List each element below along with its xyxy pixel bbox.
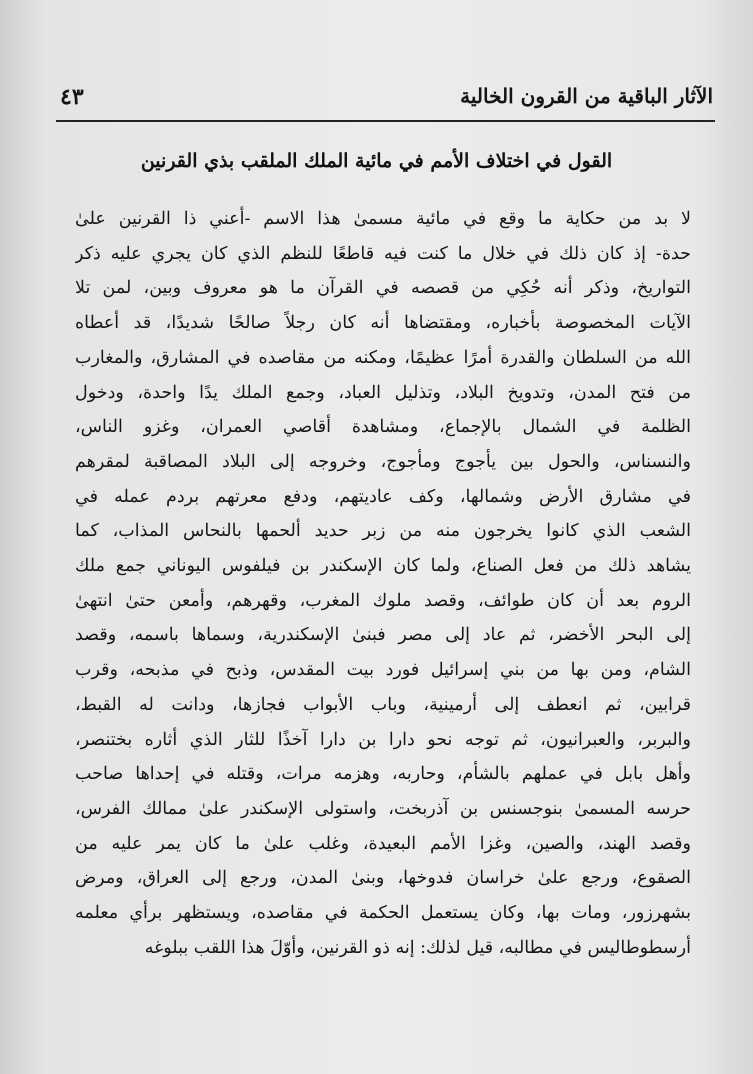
text-line: في مشارق الأرض وشمالها، وكف عاديتهم، ودفع معرتهم بردم عمله في <box>75 486 691 507</box>
text-line: وأهل بابل في عملهم بالشأم، وحاربه، وهزمه مرات، وقتله في إحداها صاحب <box>75 764 691 785</box>
text-line: بشهرزور، ومات بها، وكان يستعمل الحكمة في مقاصده، ويستظهر برأي معلمه <box>75 903 691 924</box>
text-line: الصقوع، ورجع علىٰ خراسان فدوخها، وبنىٰ المدن، ورجع إلى العراق، ومرض <box>75 868 691 889</box>
show-through-text: ⁠ ⁠ ⁠ ⁠ ⁠ <box>651 122 673 142</box>
text-line: يشاهد ذلك من فعل الصناع، ولما كان الإسكندر بن فيلفوس اليوناني جمع ملك <box>75 556 691 577</box>
text-line: الظلمة في الشمال بالإجماع، ومشاهدة أقاصي العمران، وغزو الناس، <box>75 417 691 438</box>
text-line: حرسه المسمىٰ بنوجسنس بن آذربخت، واستولى الإسكندر علىٰ ممالك الفرس، <box>75 798 691 819</box>
text-line: أرسطوطاليس في مطالبه، قيل لذلك: إنه ذو القرنين، وأوّلَ هذا اللقب ببلوغه <box>144 937 691 958</box>
text-line: لا بد من حكاية ما وقع في مائية مسمىٰ هذا الاسم -أعني ذا القرنين علىٰ <box>75 209 691 229</box>
text-line: الشام، ومن بها من بني إسرائيل فورد بيت المقدس، وذبح في مذبحه، وقرب <box>75 660 691 681</box>
text-line: قرابين، ثم انعطف إلى أرمينية، وباب الأبواب فجازها، ودانت له القبط، <box>75 694 691 715</box>
text-line: والنسناس، والحول بين يأجوج ومأجوج، وخروجه إلى البلاد المصاقبة لمقرهم <box>75 451 691 472</box>
text-line: والبربر، والعبرانيون، ثم توجه نحو دارا بن دارا آخذًا للثار الذي أثاره بختنصر، <box>75 729 691 750</box>
text-line: وقصد الهند، والصين، وغزا الأمم البعيدة، وغلب علىٰ ما كان يمر عليه من <box>75 833 691 854</box>
page-number: ٤٣ <box>60 84 84 110</box>
header-rule <box>56 120 715 122</box>
text-line: الروم بعد أن كان طوائف، وقصد ملوك المغرب، وقهرهم، وأمعن حتىٰ انتهىٰ <box>75 590 691 611</box>
body-paragraph <box>75 202 691 965</box>
text-line: إلى البحر الأخضر، ثم عاد إلى مصر فبنىٰ الإسكندرية، وسماها باسمه، وقصد <box>75 625 691 646</box>
page-header <box>60 82 713 116</box>
text-line: الآيات المخصوصة بأخباره، ومقتضاها أنه كان رجلاً صالحًا شديدًا، قد أعطاه <box>75 313 691 334</box>
text-line: الله من السلطان والقدرة أمرًا عظيمًا، ومكنه من مقاصده في المشارق، والمغارب <box>75 347 691 368</box>
running-title: الآثار الباقية من القرون الخالية <box>460 84 713 108</box>
text-line: الشعب الذي كانوا يخرجون منه من زبر حديد ألحمها بالنحاس المذاب، كما <box>75 521 691 542</box>
text-line: التواريخ، وذكر أنه حُكِي من قصصه في القرآن ما هو معروف وبين، لمن تلا <box>75 278 691 299</box>
text-line: حدة- إذ كان ذلك في خلال ما كنت فيه قاطعًا للنظم الذي كان يجري عليه ذكر <box>75 243 691 264</box>
text-line: من فتح المدن، وتدويخ البلاد، وتذليل العباد، وجمع الملك يدًا واحدة، ودخول <box>75 382 691 403</box>
section-heading: القول في اختلاف الأمم في مائية الملك الملقب بذي القرنين <box>140 150 613 172</box>
